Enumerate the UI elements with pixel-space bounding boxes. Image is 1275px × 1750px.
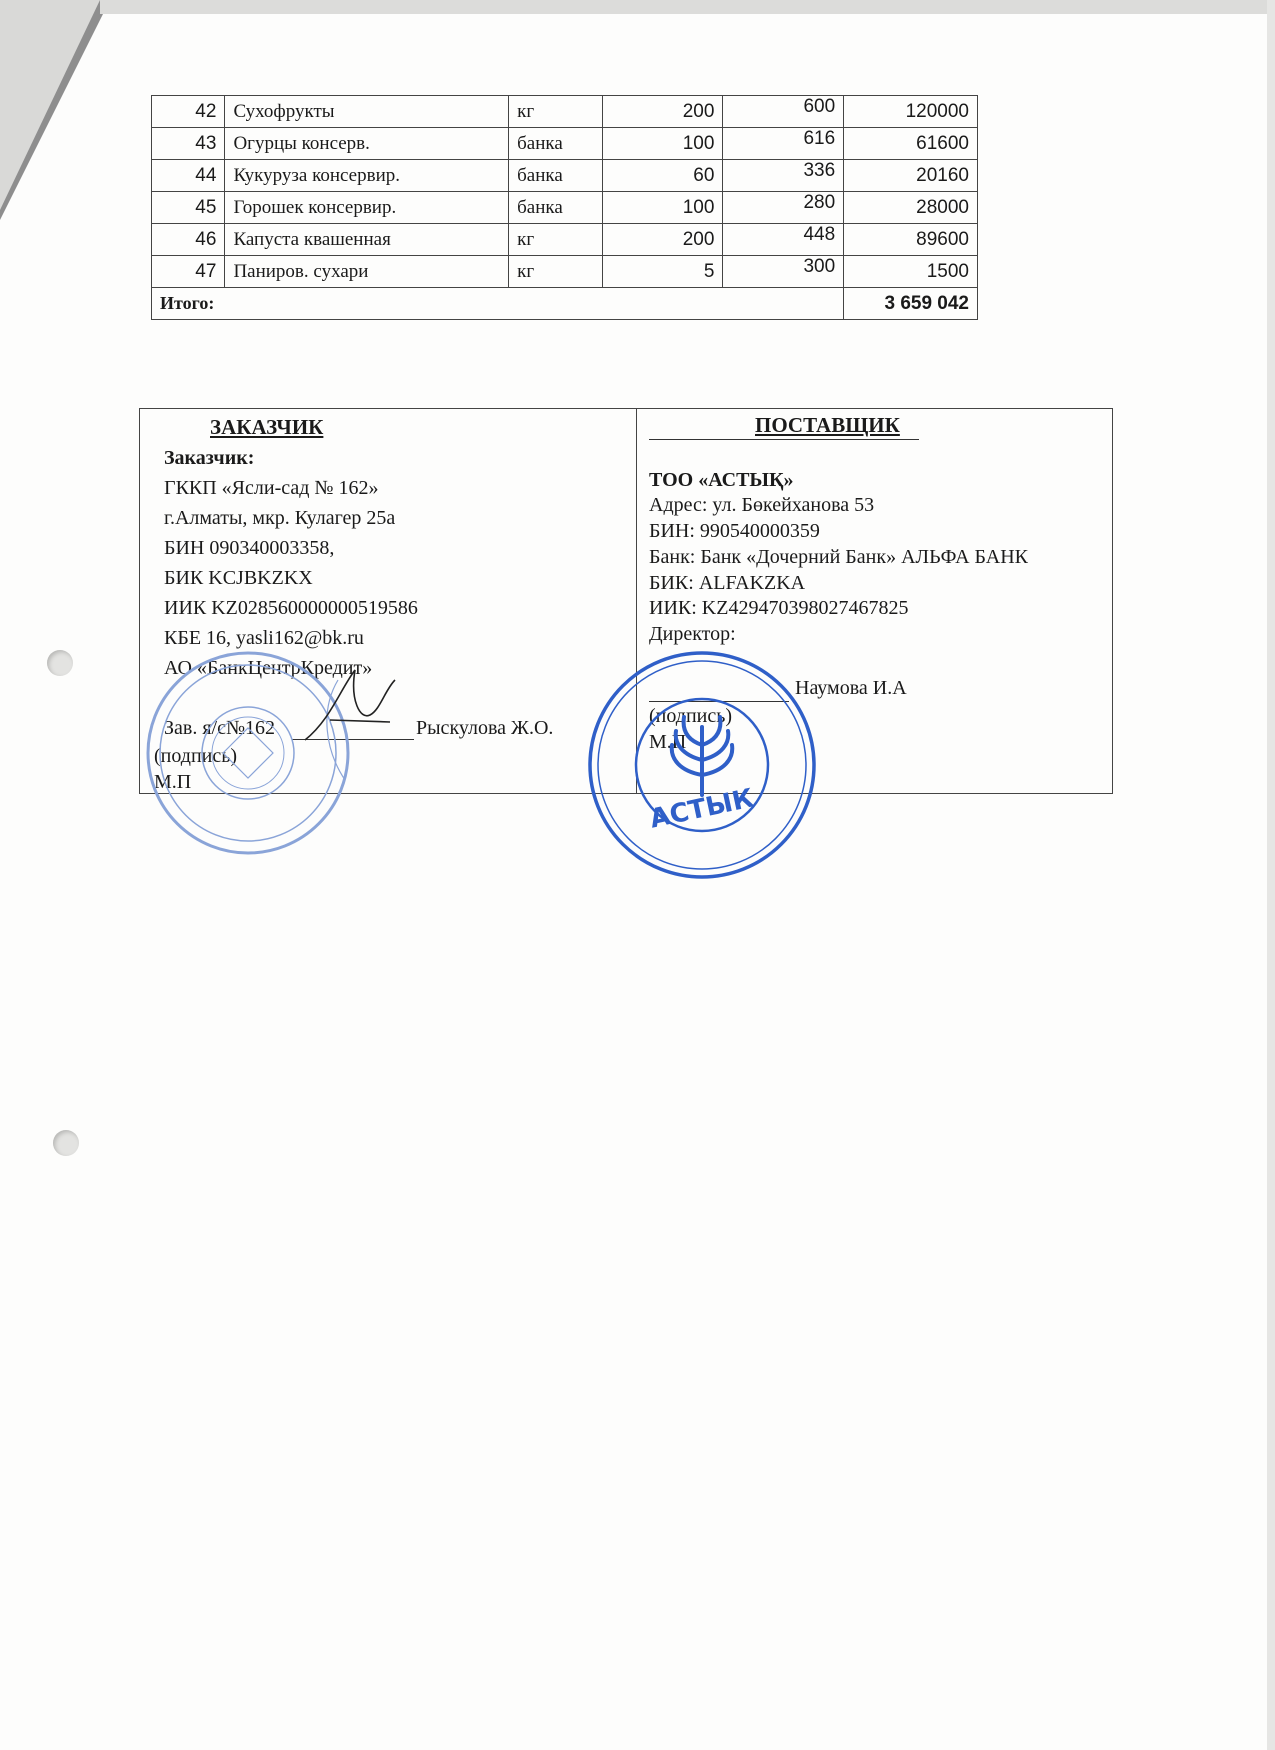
customer-kbe: КБЕ 16, yasli162@bk.ru [164, 627, 364, 649]
supplier-director-name: Наумова И.А [795, 677, 907, 699]
item-unit: кг [509, 256, 603, 288]
item-price: 448 [723, 224, 844, 256]
table-row [152, 128, 978, 160]
item-sum: 20160 [844, 160, 978, 192]
item-sum: 61600 [844, 128, 978, 160]
item-price: 280 [723, 192, 844, 224]
table-row [152, 224, 978, 256]
customer-signer-name: Рыскулова Ж.О. [416, 717, 554, 739]
item-unit: банка [509, 160, 603, 192]
row-number: 45 [152, 192, 225, 224]
total-label: Итого: [152, 288, 844, 320]
customer-bin: БИН 090340003358, [164, 537, 335, 559]
goods-table [151, 95, 978, 320]
supplier-bik: БИК: ALFAKZKA [649, 572, 806, 594]
item-name: Кукуруза консервир. [225, 160, 509, 192]
supplier-org: ТОО «АСТЫҚ» [649, 469, 794, 491]
item-quantity: 200 [602, 224, 723, 256]
row-number: 42 [152, 96, 225, 128]
supplier-mp: М.П [649, 731, 687, 753]
folded-corner-inner [0, 0, 100, 210]
supplier-bank: Банк: Банк «Дочерний Банк» АЛЬФА БАНК [649, 546, 1028, 568]
customer-signer-title: Зав. я/с№162 [164, 717, 276, 739]
item-quantity: 100 [602, 128, 723, 160]
row-number: 44 [152, 160, 225, 192]
item-price: 336 [723, 160, 844, 192]
page-right-edge [1267, 0, 1275, 1750]
item-sum: 1500 [844, 256, 978, 288]
item-name: Паниров. сухари [225, 256, 509, 288]
supplier-header-line [649, 439, 919, 440]
punch-hole-icon [47, 650, 73, 676]
item-name: Огурцы консерв. [225, 128, 509, 160]
customer-label: Заказчик: [164, 447, 255, 469]
row-number: 47 [152, 256, 225, 288]
row-number: 43 [152, 128, 225, 160]
supplier-iik: ИИК: KZ429470398027467825 [649, 597, 909, 619]
item-unit: банка [509, 192, 603, 224]
item-name: Капуста квашенная [225, 224, 509, 256]
punch-hole-icon [53, 1130, 79, 1156]
supplier-bin: БИН: 990540000359 [649, 520, 820, 542]
supplier-sign-label: (подпись) [649, 705, 733, 727]
customer-bik: БИК KCJBKZKX [164, 567, 313, 589]
table-row [152, 160, 978, 192]
goods-table-body [152, 96, 978, 288]
total-row [152, 288, 978, 320]
supplier-director-label: Директор: [649, 623, 736, 645]
supplier-stamp-logo-text: АСТЫК [647, 783, 757, 835]
item-sum: 120000 [844, 96, 978, 128]
item-price: 616 [723, 128, 844, 160]
item-quantity: 60 [602, 160, 723, 192]
item-unit: банка [509, 128, 603, 160]
supplier-address: Адрес: ул. Бөкейханова 53 [649, 494, 875, 516]
table-row [152, 96, 978, 128]
customer-iik: ИИК KZ028560000000519586 [164, 597, 418, 619]
row-number: 46 [152, 224, 225, 256]
page-top-edge [100, 0, 1275, 14]
item-quantity: 100 [602, 192, 723, 224]
item-unit: кг [509, 224, 603, 256]
item-price: 300 [723, 256, 844, 288]
customer-address: г.Алматы, мкр. Кулагер 25а [164, 507, 396, 529]
customer-bank: АО «БанкЦентрКредит» [164, 657, 373, 679]
customer-header: ЗАКАЗЧИК [210, 415, 324, 439]
customer-mp: М.П [154, 771, 192, 793]
customer-org: ГККП «Ясли-сад № 162» [164, 477, 379, 499]
table-row [152, 256, 978, 288]
table-row [152, 192, 978, 224]
customer-signature-icon [300, 660, 420, 750]
item-quantity: 200 [602, 96, 723, 128]
item-quantity: 5 [602, 256, 723, 288]
item-unit: кг [509, 96, 603, 128]
item-sum: 28000 [844, 192, 978, 224]
item-name: Сухофрукты [225, 96, 509, 128]
total-value: 3 659 042 [844, 288, 978, 320]
item-sum: 89600 [844, 224, 978, 256]
item-price: 600 [723, 96, 844, 128]
supplier-header: ПОСТАВЩИК [755, 413, 900, 437]
customer-sign-label: (подпись) [154, 745, 238, 767]
item-name: Горошек консервир. [225, 192, 509, 224]
supplier-stamp-icon [582, 645, 822, 885]
